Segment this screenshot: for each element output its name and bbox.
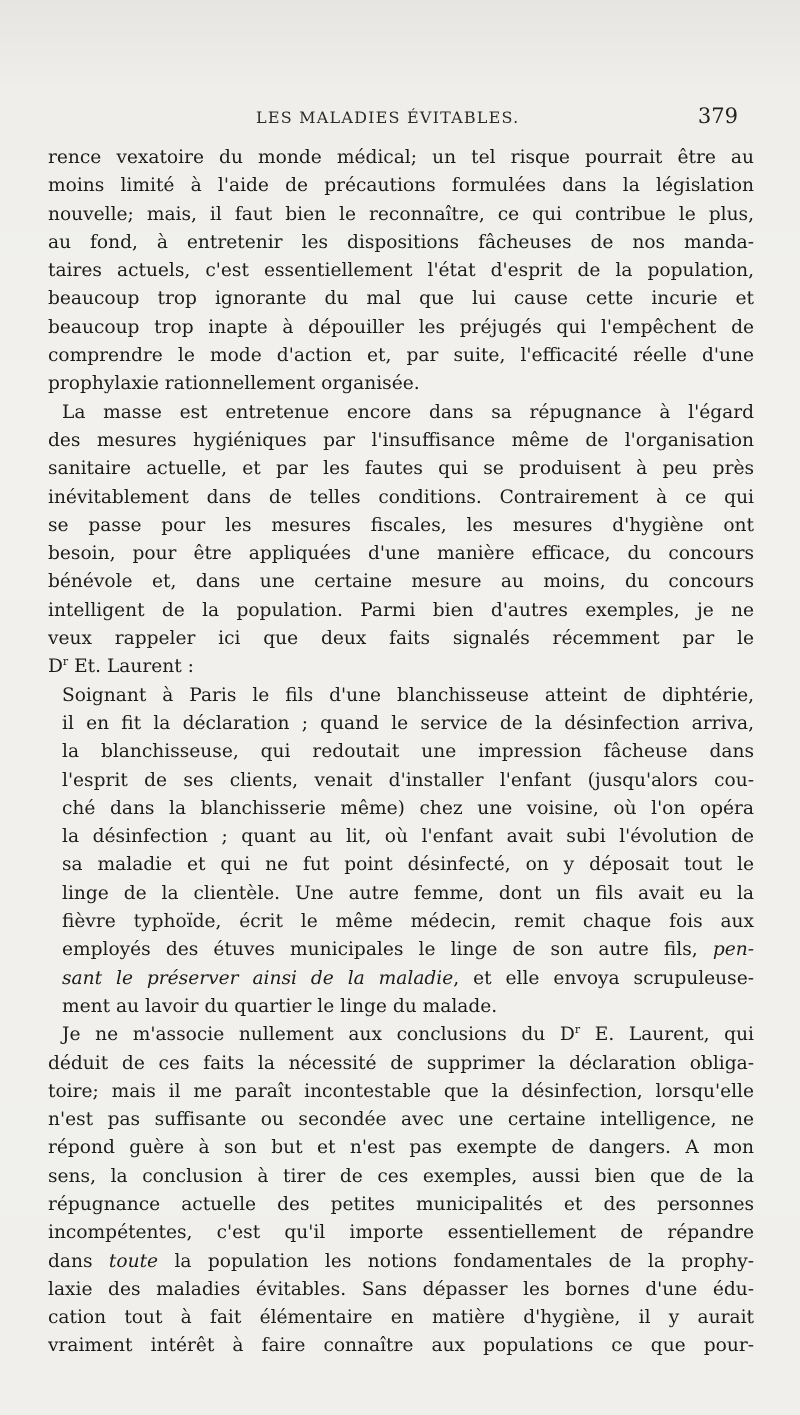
text-fragment: D	[48, 656, 63, 678]
page-number: 379	[697, 104, 738, 128]
text-line: toire; mais il me paraît incontestable que la désinfection, lorsqu'elle	[48, 1080, 754, 1102]
text-line: nouvelle; mais, il faut bien le reconnaître, ce qui contribue le plus,	[48, 203, 754, 225]
body-text	[48, 144, 754, 1361]
text-fragment: , et elle envoya scrupuleuse-	[453, 967, 754, 989]
quote-line: ché dans la blanchisserie même) chez une voisine, où l'on opéra	[62, 797, 754, 819]
quote-line: Soignant à Paris le fils d'une blanchisseuse atteint de diphtérie,	[62, 684, 754, 706]
page-header	[48, 104, 738, 132]
text-line: sens, la conclusion à tirer de ces exemples, aussi bien que de la	[48, 1165, 754, 1187]
quote-line	[48, 936, 754, 964]
text-line: des mesures hygiéniques par l'insuffisance même de l'organisation	[48, 429, 754, 451]
quote-line: l'esprit de ses clients, venait d'installer l'enfant (jusqu'alors cou-	[62, 769, 754, 791]
italic-fragment: pen-	[712, 939, 754, 961]
text-fragment: dans	[48, 1250, 109, 1272]
text-line: besoin, pour être appliquées d'une manière efficace, du concours	[48, 543, 754, 565]
quote-line: fièvre typhoïde, écrit le même médecin, remit chaque fois aux	[62, 911, 754, 933]
text-line: prophylaxie rationnellement organisée.	[48, 373, 420, 395]
text-line: laxie des maladies évitables. Sans dépasser les bornes d'une édu-	[48, 1278, 754, 1300]
text-line: veux rappeler ici que deux faits signalés récemment par le	[48, 628, 754, 650]
text-line: au fond, à entretenir les dispositions fâcheuses de nos manda-	[48, 231, 754, 253]
text-line: rence vexatoire du monde médical; un tel risque pourrait être au	[48, 147, 754, 168]
quote-line: linge de la clientèle. Une autre femme, dont un fils avait eu la	[62, 882, 754, 904]
text-line: vraiment intérêt à faire connaître aux populations ce que pour-	[48, 1335, 754, 1357]
text-line: déduit de ces faits la nécessité de supprimer la déclaration obliga-	[48, 1052, 754, 1074]
text-line: inévitablement dans de telles conditions. Contrairement à ce qui	[48, 486, 754, 508]
superscript: r	[62, 655, 69, 669]
text-line	[48, 1021, 754, 1049]
text-line: sanitaire actuelle, et par les fautes qui se produisent à peu près	[48, 458, 754, 480]
text-line: bénévole et, dans une certaine mesure au moins, du concours	[48, 571, 754, 593]
text-line: se passe pour les mesures fiscales, les mesures d'hygiène ont	[48, 514, 754, 536]
quote-line: il en fit la déclaration ; quand le service de la désinfection arriva,	[62, 712, 754, 734]
text-line: répugnance actuelle des petites municipalités et des personnes	[48, 1193, 754, 1215]
text-line: comprendre le mode d'action et, par suite, l'efficacité réelle d'une	[48, 345, 754, 367]
quote-line: ment au lavoir du quartier le linge du malade.	[62, 995, 498, 1017]
text-line: beaucoup trop ignorante du mal que lui cause cette incurie et	[48, 288, 754, 310]
italic-fragment: toute	[108, 1250, 159, 1272]
quote-line: la blanchisseuse, qui redoutait une impression fâcheuse dans	[62, 741, 754, 763]
text-line: beaucoup trop inapte à dépouiller les préjugés qui l'empêchent de	[48, 316, 754, 338]
text-line	[48, 1248, 754, 1276]
text-fragment: la population les notions fondamentales de la prophy-	[158, 1250, 754, 1272]
text-fragment: Et. Laurent :	[68, 656, 194, 678]
superscript: r	[574, 1023, 581, 1037]
text-line: n'est pas suffisante ou secondée avec une certaine intelligence, ne	[48, 1109, 754, 1131]
text-line: cation tout à fait élémentaire en matière d'hygiène, il y aurait	[48, 1307, 754, 1329]
text-line: incompétentes, c'est qu'il importe essentiellement de répandre	[48, 1222, 754, 1244]
running-title: LES MALADIES ÉVITABLES.	[256, 108, 520, 127]
text-fragment: employés des étuves municipales le linge de son autre fils,	[62, 939, 698, 961]
text-line: taires actuels, c'est essentiellement l'état d'esprit de la population,	[48, 260, 754, 282]
quote-line	[48, 965, 754, 993]
text-fragment: E. Laurent, qui	[580, 1024, 754, 1046]
text-line: La masse est entretenue encore dans sa répugnance à l'égard	[62, 401, 754, 423]
text-line: moins limité à l'aide de précautions formulées dans la législation	[48, 175, 754, 197]
text-line: répond guère à son but et n'est pas exempte de dangers. A mon	[48, 1137, 754, 1159]
text-fragment: Je ne m'associe nullement aux conclusions du D	[62, 1024, 575, 1046]
italic-fragment: sant le préserver ainsi de la maladie	[62, 967, 454, 989]
text-line	[48, 653, 754, 681]
text-line: intelligent de la population. Parmi bien d'autres exemples, je ne	[48, 599, 754, 621]
quote-line: la désinfection ; quant au lit, où l'enfant avait subi l'évolution de	[62, 826, 754, 848]
quote-line: sa maladie et qui ne fut point désinfecté, on y déposait tout le	[62, 854, 754, 876]
